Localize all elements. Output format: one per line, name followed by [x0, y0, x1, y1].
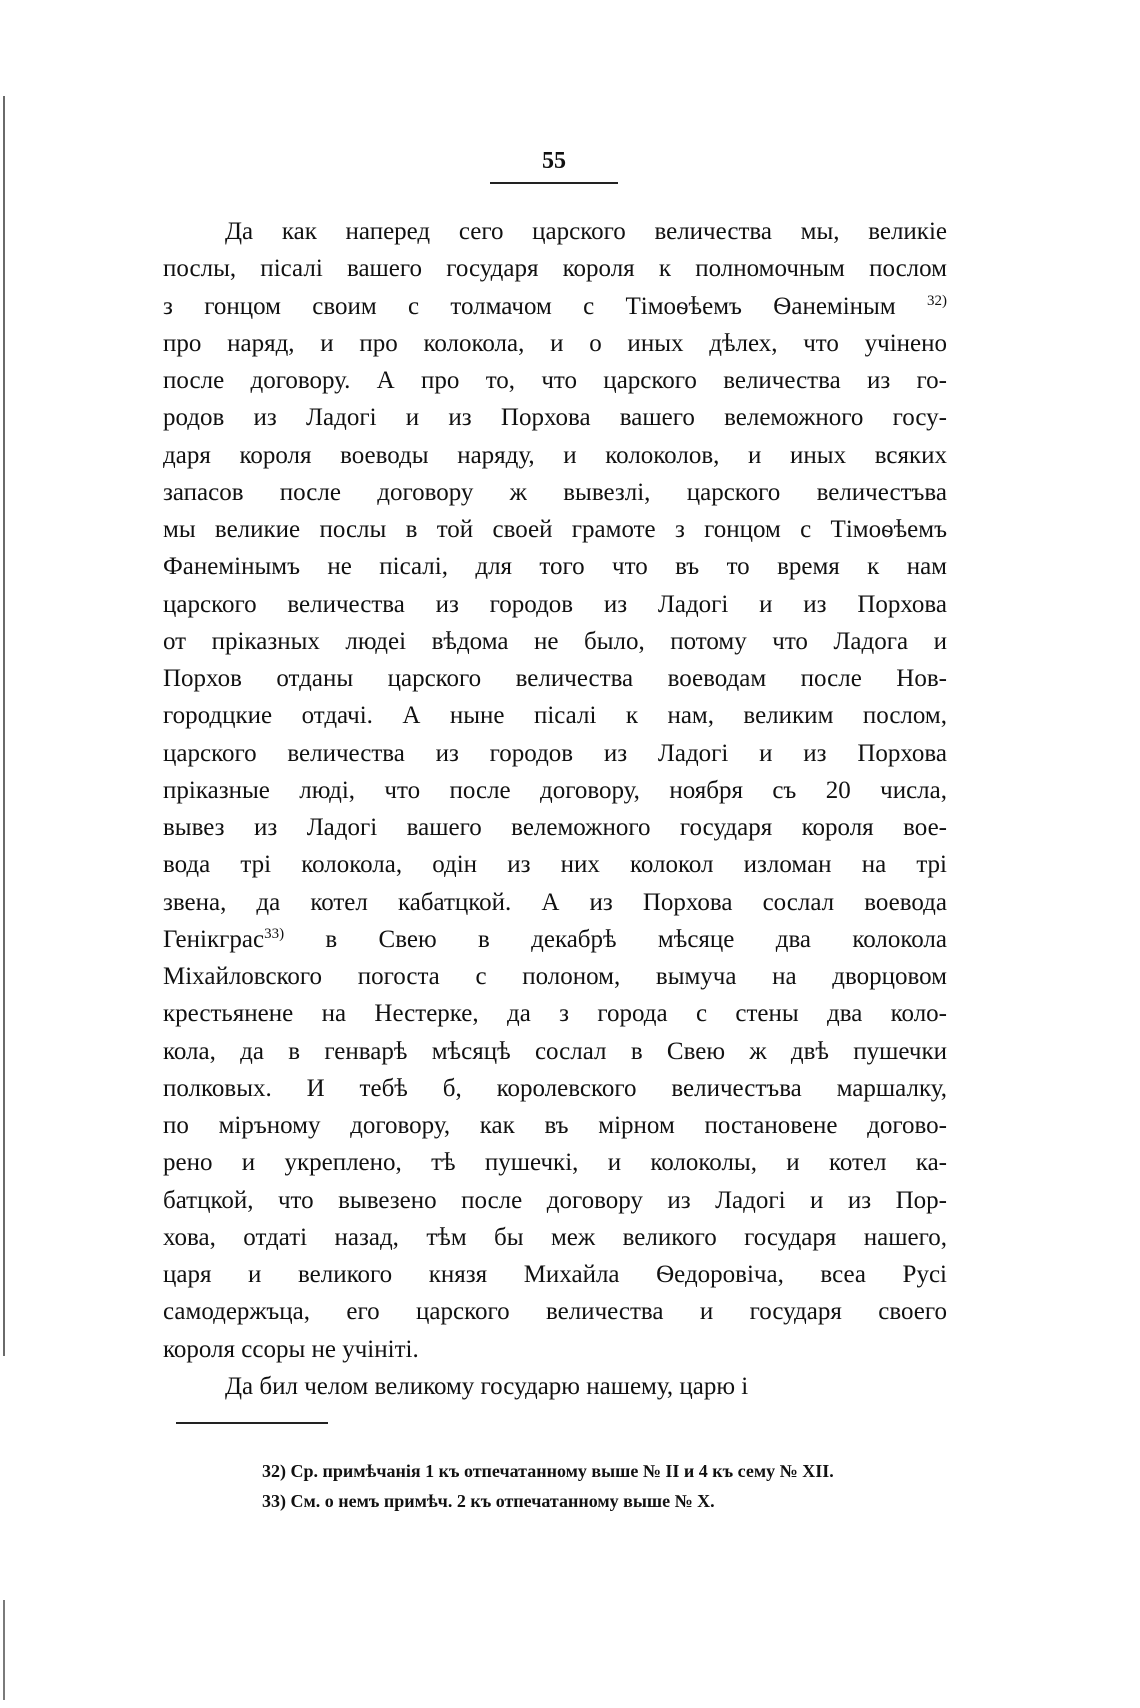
text-line: кола, да в генварѣ мѣсяцѣ сослал в Свею ж двѣ пушечки: [163, 1037, 947, 1065]
text-line: [163, 288, 947, 325]
text-line: Міхайловского погоста с полоном, вымуча на дворцовом: [163, 963, 947, 990]
text-line: послы, пісалі вашего государя короля к полномочным послом: [163, 255, 947, 283]
text-line: Порхов отданы царского величества воеводам после Нов-: [163, 665, 947, 692]
text-line: Да как наперед сего царского величества мы, великіе: [225, 218, 947, 245]
text-line: хова, отдаті назад, тѣм бы меж великого государя нашего,: [163, 1223, 947, 1251]
text-line: мы великие послы в той своей грамоте з гонцом с Тімоѳѣемъ: [163, 516, 947, 543]
text-line: Да бил челом великому государю нашему, царю і: [225, 1372, 749, 1400]
text-line-content: з гонцом своим с толмачом с Тімоѳѣемъ Ѳанеміным: [163, 292, 896, 320]
body-text: [163, 213, 947, 1405]
footnotes: [262, 1456, 962, 1516]
text-line: крестьянене на Нестерке, да з города с стены два коло-: [163, 1000, 947, 1028]
footnote-32: 32) Ср. примѣчанія 1 къ отпечатанному выше № II и 4 къ сему № XII.: [262, 1461, 834, 1481]
text-line: Фанемінымъ не пісалі, для того что въ то время к нам: [163, 553, 947, 581]
scan-edge-rule: [3, 96, 5, 1356]
text-line: [163, 921, 947, 958]
text-line: короля ссоры не учініті.: [163, 1335, 419, 1363]
text-line-content: Генікграс: [163, 925, 265, 953]
text-line: запасов после договору ж вывезлі, царского величестъва: [163, 478, 947, 506]
text-line: от пріказных людеі вѣдома не было, потому что Ладога и: [163, 627, 947, 655]
text-line: родов из Ладогі и из Порхова вашего велеможного госу-: [163, 404, 947, 432]
text-line: после договору. А про то, что царского величества из го-: [163, 367, 947, 394]
text-line: даря короля воеводы наряду, и колоколов, и иных всяких: [163, 441, 947, 469]
footnote-marker-32: 32): [927, 292, 948, 309]
text-line: батцкой, что вывезено после договору из Ладогі и из Пор-: [163, 1186, 947, 1214]
text-line: про наряд, и про колокола, и о иных дѣлех, что учінено: [163, 329, 947, 357]
text-line: пріказные люді, что после договору, ноября съ 20 числа,: [163, 776, 947, 804]
text-line: вывез из Ладогі вашего велеможного государя короля вое-: [163, 814, 947, 841]
scan-edge-mark: [3, 1600, 5, 1700]
text-line: по міръному договору, как въ мірном постановене догово-: [163, 1112, 947, 1139]
text-line: звена, да котел кабатцкой. А из Порхова сослал воевода: [163, 888, 947, 916]
footnote-marker-33: 33): [264, 925, 285, 942]
text-line: рено и укреплено, тѣ пушечкі, и колоколы, и котел ка-: [163, 1149, 947, 1177]
footnote-rule: [176, 1422, 328, 1424]
text-line: вода трі колокола, одін из них колокол изломан на трі: [163, 851, 947, 879]
page-number-rule: [490, 182, 618, 184]
text-line: царя и великого князя Михайла Ѳедоровіча, всеа Русі: [163, 1261, 947, 1288]
text-line: самодержъца, его царского величества и государя своего: [163, 1298, 947, 1326]
footnote-33: 33) См. о немъ примѣч. 2 къ отпечатанному выше № X.: [262, 1491, 715, 1511]
text-line: царского величества из городов из Ладогі и из Порхова: [163, 590, 947, 618]
text-line-content: в Свею в декабрѣ мѣсяце два колокола: [325, 925, 947, 953]
text-line: городцкие отдачі. А ныне пісалі к нам, великим послом,: [163, 702, 947, 730]
text-line: царского величества из городов из Ладогі и из Порхова: [163, 739, 947, 767]
page-number: 55: [542, 148, 566, 174]
text-line: полковых. И тебѣ б, королевского величестъва маршалку,: [163, 1074, 947, 1102]
